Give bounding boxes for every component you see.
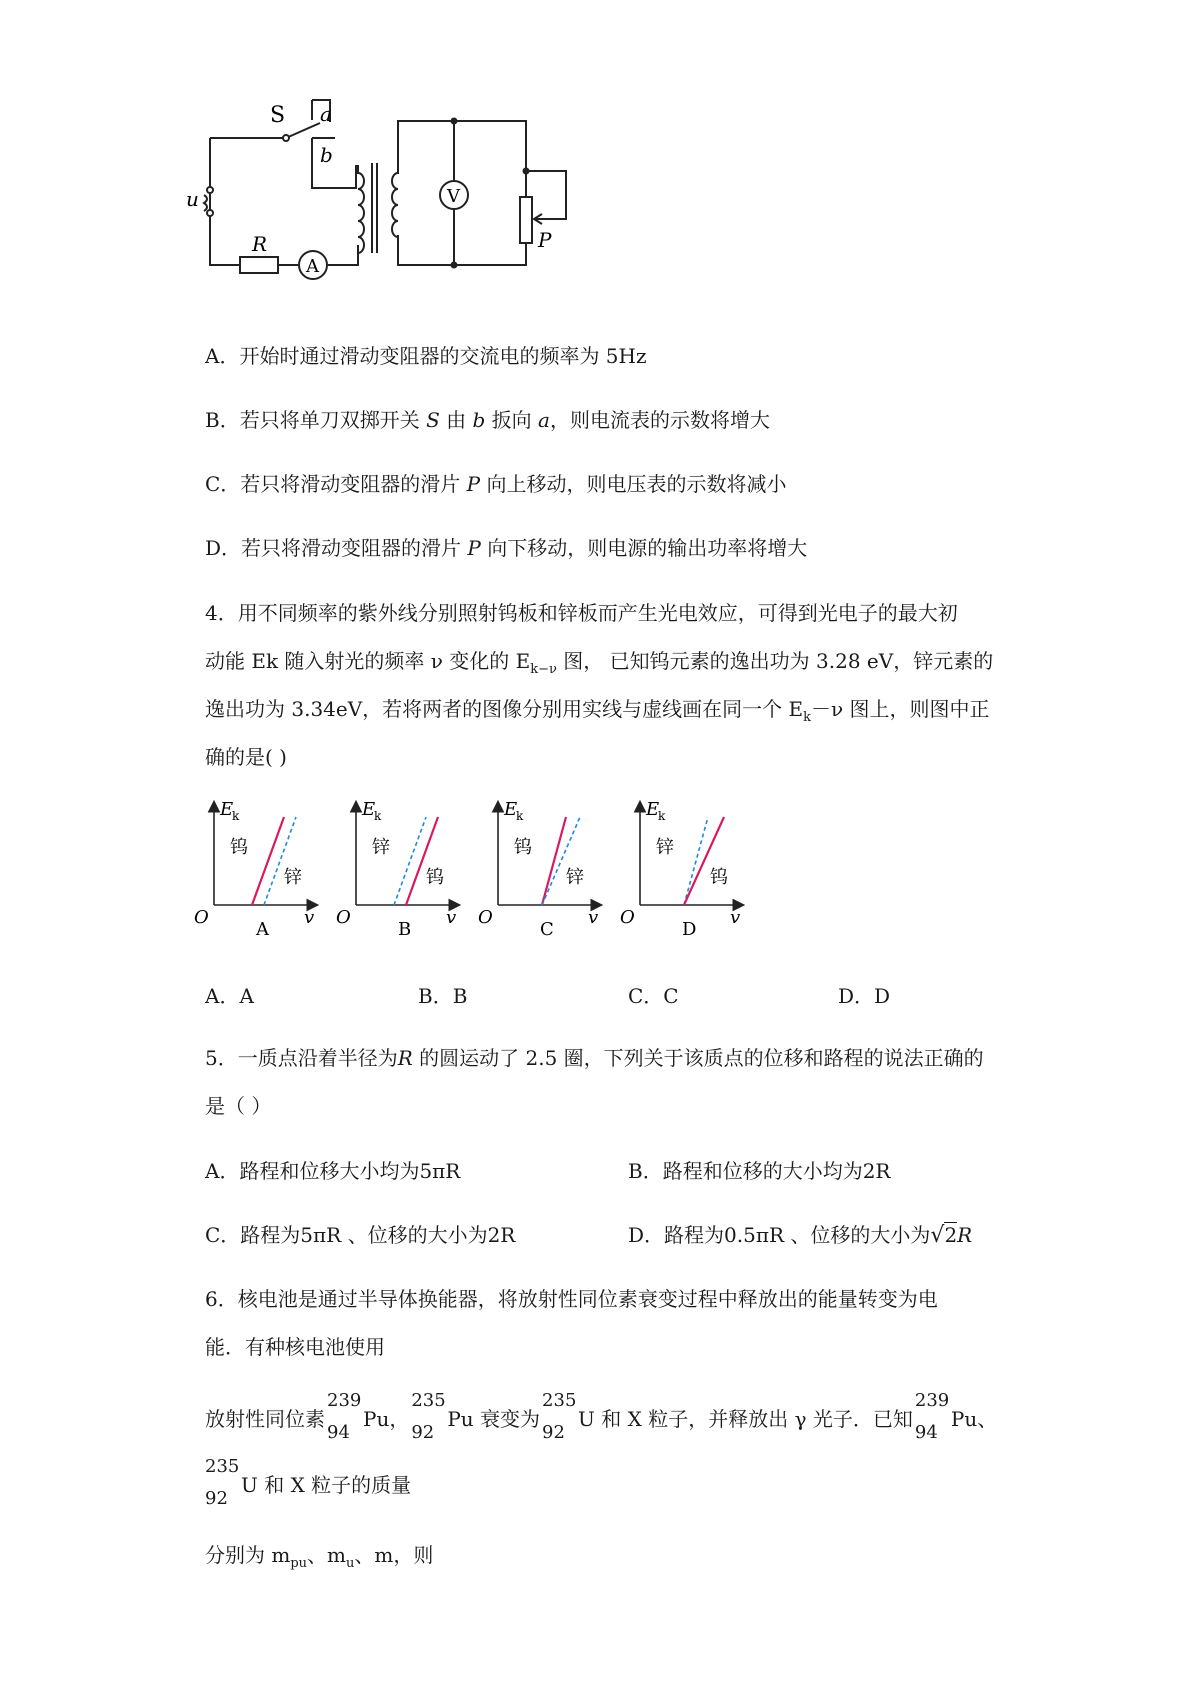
- graph-c-label-zn: 锌: [566, 867, 584, 888]
- contact-b-label: b: [320, 143, 333, 167]
- graph-b-x-label: v: [446, 907, 457, 928]
- q6-stem-line2: 能．有种核电池使用: [205, 1335, 385, 1359]
- graph-a-y-sub: k: [232, 809, 240, 823]
- q4-stem-line3: 逸出功为 3.34eV，若将两者的图像分别用实线与虚线画在同一个 $E_k-\nu$ 图上，则图中正: [205, 697, 990, 725]
- graph-b-label-w: 钨: [426, 867, 444, 888]
- graph-c-caption: C: [540, 919, 554, 940]
- graph-a-label-w: 钨: [230, 837, 248, 858]
- q4-option-d: D．D: [838, 984, 891, 1008]
- graph-d: [620, 799, 742, 940]
- pu239-nuclide-2: 239 94: [914, 1390, 950, 1443]
- graph-d-label-zn: 锌: [656, 837, 674, 858]
- contact-a-label: a: [320, 102, 332, 126]
- q5-option-c: C．路程为5πR 、位移的大小为2R: [205, 1223, 516, 1247]
- graph-c-label-w: 钨: [514, 837, 532, 858]
- graph-b-label-zn: 锌: [372, 837, 390, 858]
- graph-c-y-sub: k: [516, 809, 524, 823]
- graph-c-origin: O: [478, 907, 493, 928]
- voltmeter-label: V: [447, 186, 460, 207]
- q4-graphs: [194, 795, 800, 945]
- q5-option-b: B．路程和位移的大小均为2R: [628, 1159, 891, 1183]
- graph-d-origin: O: [620, 907, 635, 928]
- q4-option-a: A．A: [205, 984, 254, 1008]
- graph-a-label-zn: 锌: [284, 867, 302, 888]
- pu239-nuclide: 239 94: [327, 1390, 362, 1443]
- graph-b: [336, 799, 458, 940]
- graph-a: [194, 799, 316, 940]
- q5-stem-line2: 是（ ）: [205, 1094, 272, 1118]
- q4-stem-line4: 确的是( ): [205, 745, 287, 769]
- q5-option-a: A．路程和位移大小均为5πR: [205, 1159, 461, 1183]
- q3-option-c: C．若只将滑动变阻器的滑片 P 向上移动，则电压表的示数将减小: [205, 472, 787, 496]
- resistor-label: R: [252, 232, 268, 256]
- graph-a-caption: A: [256, 919, 269, 940]
- q5-option-d: D．路程为0.5πR 、位移的大小为√2R: [628, 1223, 973, 1248]
- switch-label: S: [270, 103, 286, 128]
- q3-option-a: A．开始时通过滑动变阻器的交流电的频率为 5Hz: [205, 344, 647, 368]
- graph-b-caption: B: [398, 919, 412, 940]
- graph-b-y-sub: k: [374, 809, 382, 823]
- graph-d-y-sub: k: [658, 809, 666, 823]
- circuit-diagram: [186, 95, 630, 305]
- graph-d-x-label: v: [730, 907, 741, 928]
- graph-d-caption: D: [682, 919, 697, 940]
- graph-a-x-label: v: [304, 907, 315, 928]
- slider-label: P: [538, 228, 552, 252]
- graph-c-x-label: v: [588, 907, 599, 928]
- q4-stem-line2: 动能 Ek 随入射光的频率 ν 变化的 $E_{k-\nu}$ 图， 已知钨元素的逸出功为 3.28 eV，锌元素的: [205, 649, 994, 677]
- q6-stem-line3: 放射性同位素 239 94 Pu， 235 92 Pu 衰变为 235 92 U 和 X 粒子，并释放出 γ 光子．已知 239 94 Pu、: [205, 1390, 998, 1443]
- q5-stem-line1: 5．一质点沿着半径为R 的圆运动了 2.5 圈，下列关于该质点的位移和路程的说法正确的: [205, 1046, 984, 1070]
- source-label: u: [186, 187, 199, 211]
- graph-b-origin: O: [336, 907, 351, 928]
- graph-a-origin: O: [194, 907, 209, 928]
- u235-nuclide: 235 92: [542, 1390, 577, 1443]
- q6-stem-line1: 6．核电池是通过半导体换能器，将放射性同位素衰变过程中释放出的能量转变为电: [205, 1287, 938, 1311]
- q4-option-c: C．C: [628, 984, 679, 1008]
- graph-d-y-label: E: [646, 799, 660, 820]
- sqrt-symbol: √: [930, 1223, 945, 1248]
- q4-option-b: B．B: [418, 984, 468, 1008]
- q3-option-d: D．若只将滑动变阻器的滑片 P 向下移动，则电源的输出功率将增大: [205, 536, 808, 560]
- q4-stem-line1: 4．用不同频率的紫外线分别照射钨板和锌板而产生光电效应，可得到光电子的最大初: [205, 601, 958, 625]
- q6-stem-line4: 235 92 U 和 X 粒子的质量: [205, 1456, 412, 1509]
- graph-d-label-w: 钨: [710, 867, 728, 888]
- ammeter-label: A: [306, 256, 319, 277]
- graph-b-y-label: E: [362, 799, 376, 820]
- graph-c: [478, 799, 600, 940]
- pu235-nuclide: 235 92: [411, 1390, 446, 1443]
- q6-stem-line5: 分别为 $m_{pu}$、$m_u$、m，则: [205, 1543, 434, 1571]
- graph-a-y-label: E: [220, 799, 234, 820]
- u235-nuclide-2: 235 92: [205, 1456, 240, 1509]
- q3-option-b: B．若只将单刀双掷开关 S 由 b 扳向 a，则电流表的示数将增大: [205, 408, 770, 432]
- graph-c-y-label: E: [504, 799, 518, 820]
